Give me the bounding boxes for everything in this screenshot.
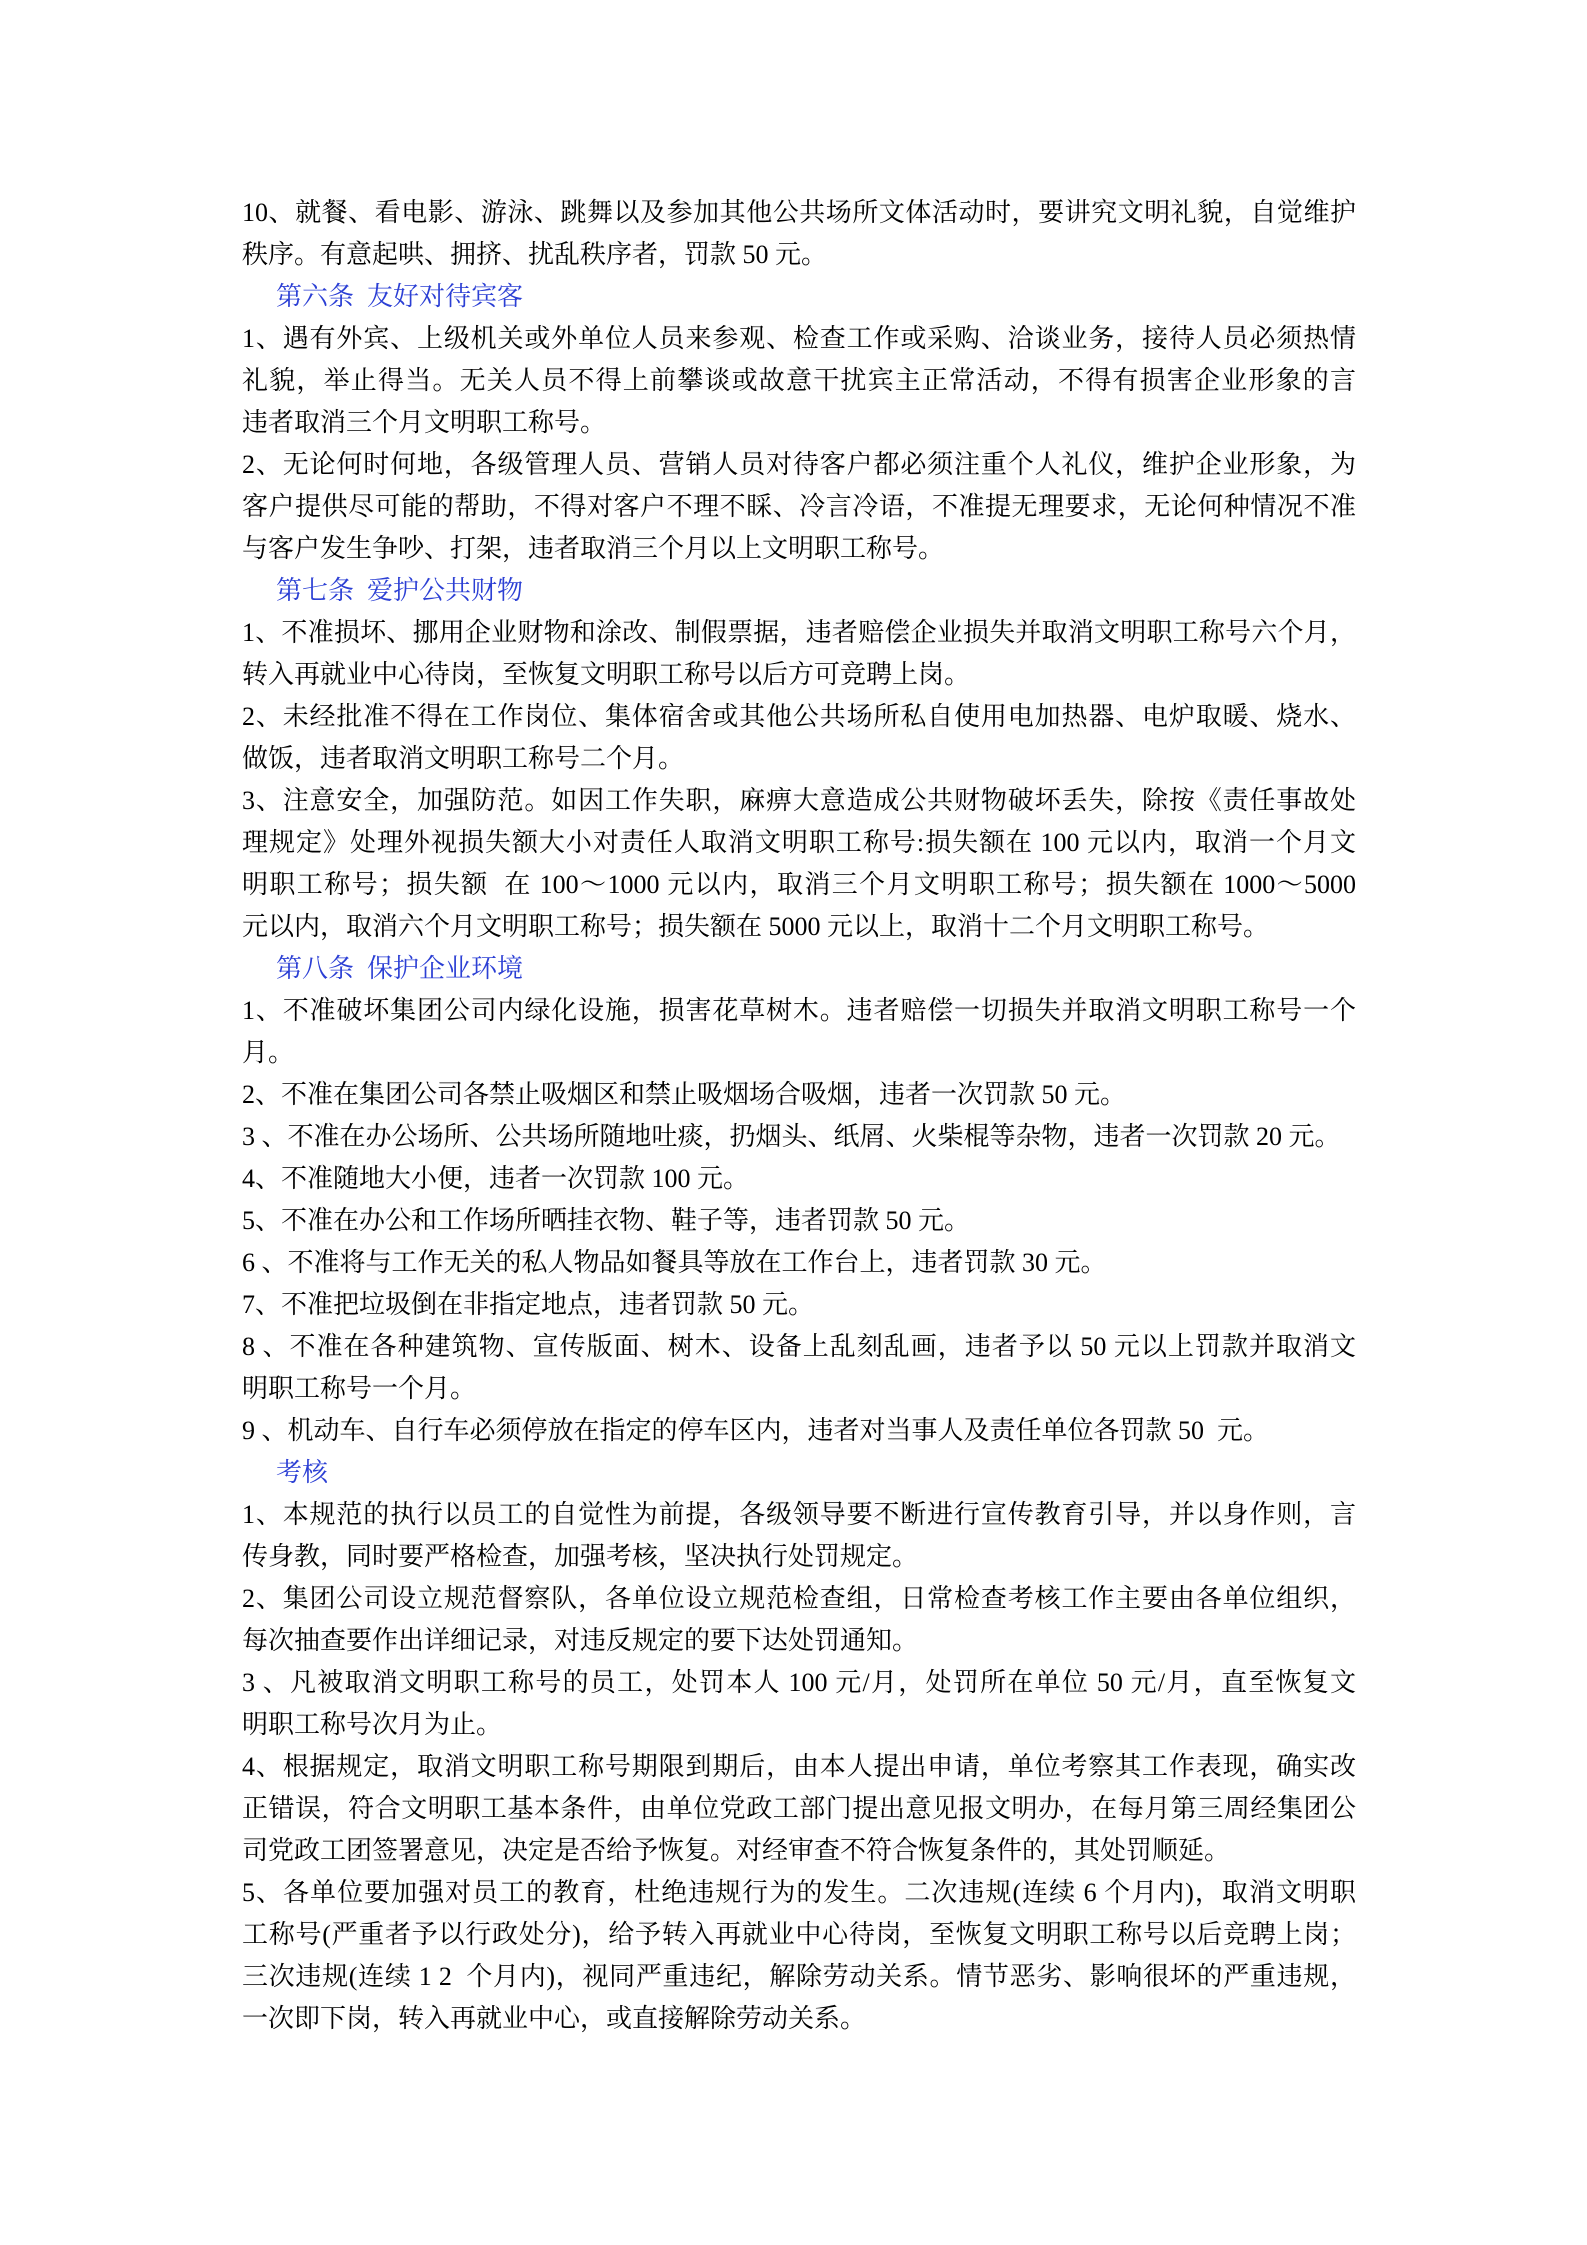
paragraph-item (242, 1746, 1356, 1872)
paragraph-line: 礼貌，举止得当。无关人员不得上前攀谈或故意干扰宾主正常活动，不得有损害企业形象的言 (242, 366, 1356, 395)
paragraph-line: 3 、凡被取消文明职工称号的员工，处罚本人 100 元/月，处罚所在单位 50 元/月，直至恢复文 (242, 1668, 1356, 1697)
paragraph-line: 5、各单位要加强对员工的教育，杜绝违规行为的发生。二次违规(连续 6 个月内)，取消文明职 (242, 1878, 1356, 1907)
paragraph-line: 2、集团公司设立规范督察队，各单位设立规范检查组，日常检查考核工作主要由各单位组织， (242, 1584, 1356, 1613)
paragraph-item (242, 1578, 1356, 1662)
paragraph-line: 2、未经批准不得在工作岗位、集体宿舍或其他公共场所私自使用电加热器、电炉取暖、烧水、 (242, 702, 1356, 731)
paragraph-line: 明职工称号一个月。 (242, 1374, 477, 1403)
paragraph-line: 转入再就业中心待岗，至恢复文明职工称号以后方可竞聘上岗。 (242, 660, 971, 689)
paragraph-line: 元以内，取消六个月文明职工称号；损失额在 5000 元以上，取消十二个月文明职工称号。 (242, 912, 1270, 941)
paragraph-item (242, 1200, 1356, 1242)
paragraph-line: 1、遇有外宾、上级机关或外单位人员来参观、检查工作或采购、洽谈业务，接待人员必须热情 (242, 324, 1356, 353)
paragraph-line: 违者取消三个月文明职工称号。 (242, 408, 607, 437)
paragraph-item (242, 318, 1356, 444)
paragraph-line: 客户提供尽可能的帮助，不得对客户不理不睬、冷言冷语，不准提无理要求，无论何种情况不准 (242, 492, 1356, 521)
paragraph-item (242, 1074, 1356, 1116)
paragraph-line: 1、本规范的执行以员工的自觉性为前提，各级领导要不断进行宣传教育引导，并以身作则，言 (242, 1500, 1356, 1529)
paragraph-line: 10、就餐、看电影、游泳、跳舞以及参加其他公共场所文体活动时，要讲究文明礼貌，自觉维护 (242, 198, 1356, 227)
paragraph-item (242, 192, 1356, 276)
paragraph-line: 5、不准在办公和工作场所晒挂衣物、鞋子等，违者罚款 50 元。 (242, 1206, 971, 1235)
paragraph-line: 三次违规(连续 1 2 个月内)，视同严重违纪，解除劳动关系。情节恶劣、影响很坏的严重违规， (242, 1962, 1356, 1991)
paragraph-line: 司党政工团签署意见，决定是否给予恢复。对经审查不符合恢复条件的，其处罚顺延。 (242, 1836, 1231, 1865)
paragraph-line: 与客户发生争吵、打架，违者取消三个月以上文明职工称号。 (242, 534, 945, 563)
section-heading: 第七条 爱护公共财物 (276, 576, 524, 605)
paragraph-item (242, 444, 1356, 570)
paragraph-item (242, 1410, 1356, 1452)
paragraph-line: 工称号(严重者予以行政处分)，给予转入再就业中心待岗，至恢复文明职工称号以后竞聘上岗； (242, 1920, 1356, 1949)
paragraph-line: 一次即下岗，转入再就业中心，或直接解除劳动关系。 (242, 2004, 867, 2033)
paragraph-line: 每次抽查要作出详细记录，对违反规定的要下达处罚通知。 (242, 1626, 919, 1655)
paragraph-line: 1、不准破坏集团公司内绿化设施，损害花草树木。违者赔偿一切损失并取消文明职工称号一个 (242, 996, 1356, 1025)
paragraph-line: 1、不准损坏、挪用企业财物和涂改、制假票据，违者赔偿企业损失并取消文明职工称号六个月， (242, 618, 1356, 647)
paragraph-line: 3 、不准在办公场所、公共场所随地吐痰，扔烟头、纸屑、火柴棍等杂物，违者一次罚款 20 元。 (242, 1122, 1341, 1151)
paragraph-item (242, 780, 1356, 948)
paragraph-item (242, 1158, 1356, 1200)
paragraph-item (242, 1326, 1356, 1410)
paragraph-item (242, 1494, 1356, 1578)
paragraph-line: 9 、机动车、自行车必须停放在指定的停车区内，违者对当事人及责任单位各罚款 50 元。 (242, 1416, 1270, 1445)
paragraph-line: 传身教，同时要严格检查，加强考核，坚决执行处罚规定。 (242, 1542, 919, 1571)
paragraph-line: 做饭，违者取消文明职工称号二个月。 (242, 744, 685, 773)
section-heading: 考核 (276, 1458, 329, 1487)
paragraph-line: 3、注意安全，加强防范。如因工作失职，麻痹大意造成公共财物破坏丢失，除按《责任事故处 (242, 786, 1356, 815)
paragraph-item (242, 1284, 1356, 1326)
paragraph-line: 正错误，符合文明职工基本条件，由单位党政工部门提出意见报文明办，在每月第三周经集团公 (242, 1794, 1356, 1823)
paragraph-line: 明职工称号；损失额 在 100～1000 元以内，取消三个月文明职工称号；损失额在 1000～5000 (242, 870, 1356, 899)
paragraph-line: 4、不准随地大小便，违者一次罚款 100 元。 (242, 1164, 750, 1193)
paragraph-item (242, 1242, 1356, 1284)
paragraph-item (242, 696, 1356, 780)
paragraph-line: 8 、不准在各种建筑物、宣传版面、树木、设备上乱刻乱画，违者予以 50 元以上罚款并取消文 (242, 1332, 1356, 1361)
document-body (242, 192, 1356, 2040)
paragraph-line: 秩序。有意起哄、拥挤、扰乱秩序者，罚款 50 元。 (242, 240, 828, 269)
paragraph-item (242, 1662, 1356, 1746)
paragraph-line: 6 、不准将与工作无关的私人物品如餐具等放在工作台上，违者罚款 30 元。 (242, 1248, 1107, 1277)
paragraph-line: 理规定》处理外视损失额大小对责任人取消文明职工称号:损失额在 100 元以内，取消一个月文 (242, 828, 1356, 857)
section-heading: 第八条 保护企业环境 (276, 954, 524, 983)
paragraph-item (242, 1872, 1356, 2040)
paragraph-line: 月。 (242, 1038, 295, 1067)
paragraph-line: 7、不准把垃圾倒在非指定地点，违者罚款 50 元。 (242, 1290, 815, 1319)
paragraph-item (242, 990, 1356, 1074)
paragraph-item (242, 1116, 1356, 1158)
section-heading: 第六条 友好对待宾客 (276, 282, 524, 311)
paragraph-line: 2、不准在集团公司各禁止吸烟区和禁止吸烟场合吸烟，违者一次罚款 50 元。 (242, 1080, 1127, 1109)
paragraph-line: 2、无论何时何地，各级管理人员、营销人员对待客户都必须注重个人礼仪，维护企业形象，为 (242, 450, 1356, 479)
paragraph-line: 4、根据规定，取消文明职工称号期限到期后，由本人提出申请，单位考察其工作表现，确实改 (242, 1752, 1356, 1781)
paragraph-line: 明职工称号次月为止。 (242, 1710, 503, 1739)
paragraph-item (242, 612, 1356, 696)
